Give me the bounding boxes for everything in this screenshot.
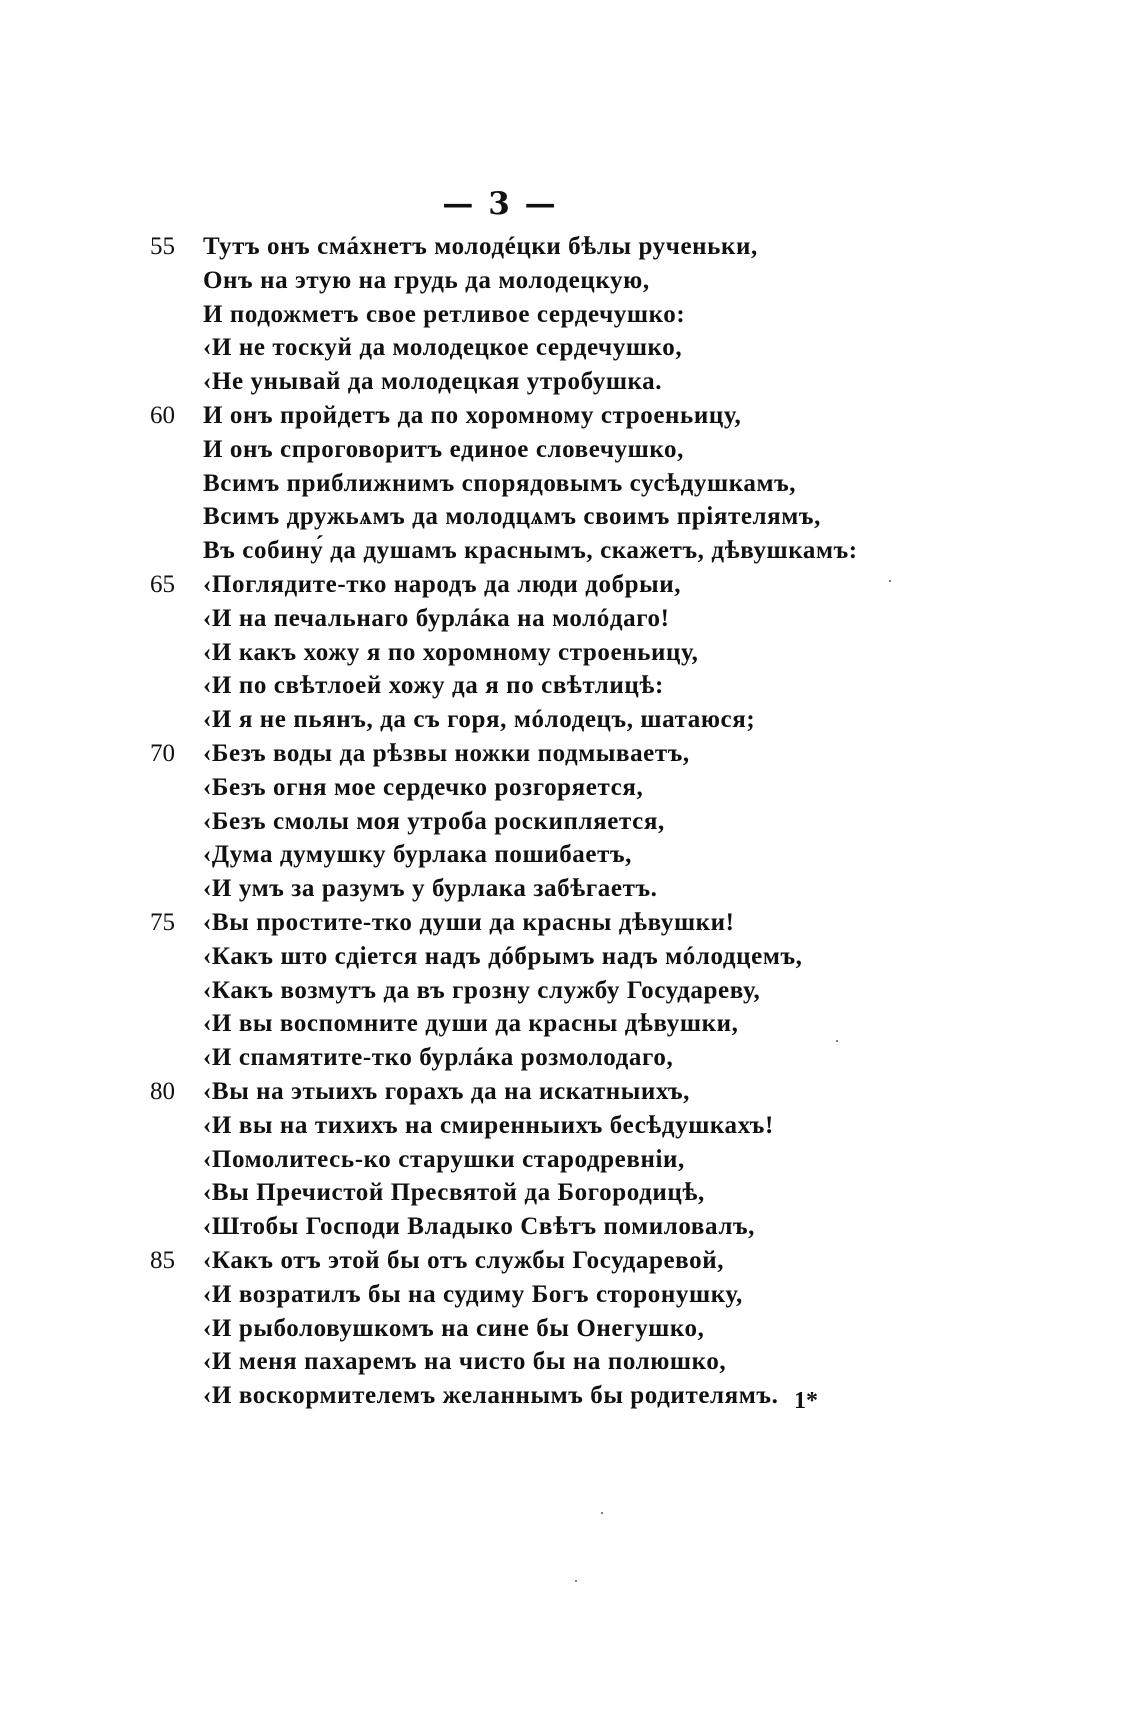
line-text: ‹И воскормителемъ желаннымъ бы родителямъ. <box>203 1382 779 1410</box>
line-number: 85 <box>150 1246 175 1274</box>
line-text: ‹Безъ огня мое сердечко розгоряется, <box>203 773 644 801</box>
verse-line <box>150 872 910 906</box>
line-text: ‹И не тоскуй да молодецкое сердечушко, <box>203 334 683 362</box>
page-number: — 3 — <box>442 186 558 222</box>
verse-line <box>150 365 910 399</box>
line-text: ‹Какъ возмутъ да въ грозну службу Государеву, <box>203 976 761 1004</box>
line-text: И подожметъ свое ретливое сердечушко: <box>203 300 686 328</box>
line-text: ‹И меня пахаремъ на чисто бы на полюшко, <box>203 1348 727 1376</box>
line-text: ‹Не унывай да молодецкая утробушка. <box>203 368 663 396</box>
verse-line <box>150 433 910 467</box>
line-text: ‹И вы воспомните души да красны дѣвушки, <box>203 1010 739 1038</box>
verse-line <box>150 1278 910 1312</box>
line-text: ‹Помолитесь-ко старушки стародревніи, <box>203 1145 685 1173</box>
line-number: 75 <box>150 908 175 936</box>
verse-line <box>150 838 910 872</box>
line-text: ‹Поглядите-тко народъ да люди добрыи, <box>203 570 682 598</box>
verse-line <box>150 1176 910 1210</box>
line-text: ‹И вы на тихихъ на смиренныихъ бесѣдушкахъ! <box>203 1111 774 1139</box>
line-text: ‹Штобы Господи Владыко Свѣтъ помиловалъ, <box>203 1213 755 1241</box>
verse-line <box>150 1312 910 1346</box>
verse-line <box>150 737 910 771</box>
verse-line <box>150 974 910 1008</box>
line-text: ‹Какъ отъ этой бы отъ службы Государевой, <box>203 1246 725 1274</box>
dust-speck <box>601 1512 603 1514</box>
signature-mark: 1* <box>794 1388 818 1414</box>
verse-line <box>150 1007 910 1041</box>
dust-speck <box>836 1040 838 1042</box>
verse-line <box>150 467 910 501</box>
verse-block <box>150 230 910 1413</box>
verse-line <box>150 264 910 298</box>
verse-line <box>150 298 910 332</box>
line-text: ‹Дума думушку бурлака пошибаетъ, <box>203 841 633 869</box>
line-text: ‹И по свѣтлоей хожу да я по свѣтлицѣ: <box>203 672 664 700</box>
dust-speck <box>575 1580 577 1582</box>
line-text: Онъ на этую на грудь да молодецкую, <box>203 266 650 294</box>
line-text: ‹И рыболовушкомъ на сине бы Онегушко, <box>203 1314 705 1342</box>
line-text: Всимъ дружьѧмъ да молодцѧмъ своимъ пріятелямъ, <box>203 503 821 531</box>
line-text: И онъ пройдетъ да по хоромному строеньицу, <box>203 401 742 429</box>
verse-line <box>150 1109 910 1143</box>
verse-line <box>150 703 910 737</box>
verse-line <box>150 906 910 940</box>
line-text: Всимъ приближнимъ спорядовымъ сусѣдушкамъ, <box>203 469 797 497</box>
verse-line <box>150 331 910 365</box>
line-text: ‹И умъ за разумъ у бурлака забѣгаетъ. <box>203 875 658 903</box>
verse-line <box>150 940 910 974</box>
line-text: ‹И какъ хожу я по хоромному строеньицу, <box>203 638 699 666</box>
verse-line <box>150 805 910 839</box>
line-text: ‹И спамятите-тко бурлáка розмолодаго, <box>203 1044 674 1072</box>
verse-line <box>150 1041 910 1075</box>
line-text: ‹Какъ што сдіется надъ дóбрымъ надъ мóлодцемъ, <box>203 942 803 970</box>
verse-line <box>150 1210 910 1244</box>
line-number: 55 <box>150 233 175 260</box>
line-text: И онъ спроговоритъ единое словечушко, <box>203 435 684 463</box>
verse-line <box>150 1244 910 1278</box>
line-number: 65 <box>150 570 175 598</box>
line-text: Въ собину́ да душамъ краснымъ, скажетъ, дѣвушкамъ: <box>203 537 858 565</box>
verse-line <box>150 1345 910 1379</box>
line-text: ‹Безъ воды да рѣзвы ножки подмываетъ, <box>203 739 690 767</box>
verse-line <box>150 534 910 568</box>
verse-line <box>150 602 910 636</box>
verse-line <box>150 771 910 805</box>
verse-line <box>150 636 910 670</box>
line-text: ‹Вы Пречистой Пресвятой да Богородицѣ, <box>203 1179 705 1207</box>
verse-line <box>150 1075 910 1109</box>
dust-speck <box>889 580 891 582</box>
line-text: ‹И возратилъ бы на судиму Богъ сторонушку, <box>203 1280 743 1308</box>
line-number: 70 <box>150 739 175 767</box>
line-text: Тутъ онъ смáхнетъ молодéцки бѣлы рученьки, <box>203 233 758 260</box>
verse-line <box>150 399 910 433</box>
line-text: ‹И я не пьянъ, да съ горя, мóлодецъ, шатаюся; <box>203 706 756 734</box>
line-number: 80 <box>150 1077 175 1105</box>
verse-line <box>150 500 910 534</box>
line-text: ‹Вы простите-тко души да красны дѣвушки! <box>203 908 735 936</box>
line-number: 60 <box>150 401 175 429</box>
line-text: ‹Безъ смолы моя утроба роскипляется, <box>203 807 665 835</box>
verse-line <box>150 568 910 602</box>
verse-line <box>150 1143 910 1177</box>
line-text: ‹И на печальнаго бурлáка на молóдаго! <box>203 604 670 632</box>
verse-line <box>150 230 910 264</box>
line-text: ‹Вы на этыихъ горахъ да на искатныихъ, <box>203 1077 691 1105</box>
verse-line <box>150 669 910 703</box>
